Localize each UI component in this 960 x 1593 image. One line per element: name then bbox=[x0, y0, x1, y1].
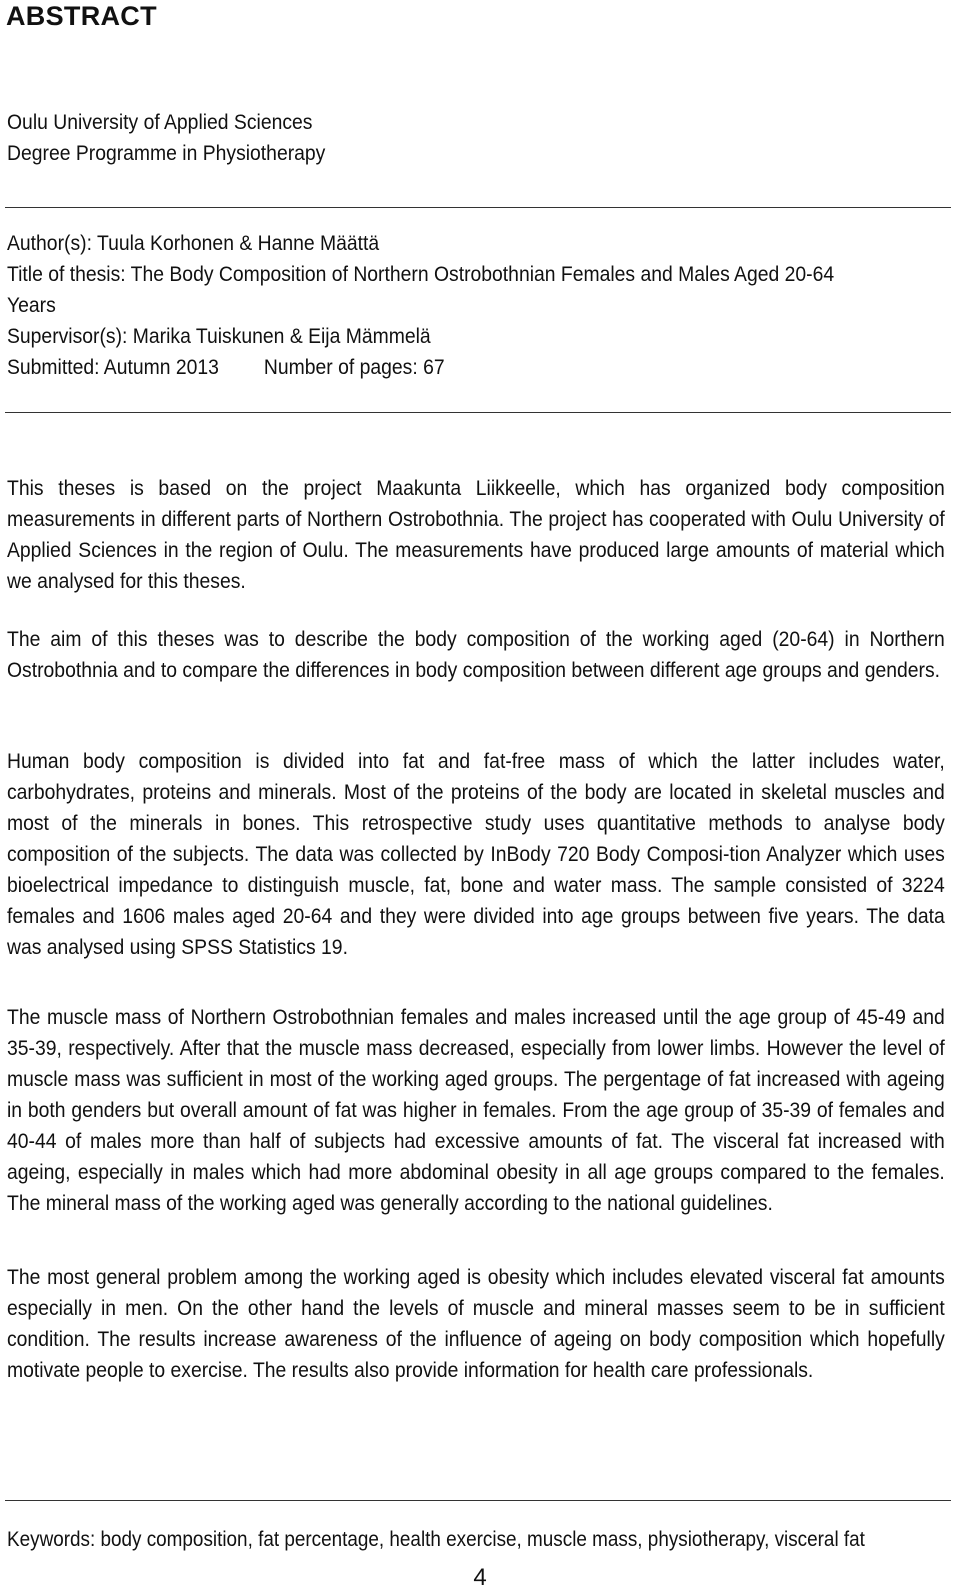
thesis-metadata bbox=[7, 228, 943, 383]
divider-bottom bbox=[5, 1500, 951, 1501]
abstract-heading: ABSTRACT bbox=[6, 1, 157, 31]
submission-row bbox=[7, 352, 943, 383]
abstract-paragraph-2 bbox=[7, 624, 945, 686]
page-number: 4 bbox=[473, 1564, 487, 1591]
paragraph-text: This theses is based on the project Maakunta Liikkeelle, which has organized body composition measurements in different parts of Northern Ostrobothnia. The project has cooperated with Oulu University of Applied Sciences in the region of Oulu. The measurements have produced large amounts of material which we analysed for this theses. bbox=[7, 476, 945, 593]
divider-top bbox=[5, 207, 951, 208]
paragraph-text: The aim of this theses was to describe the body composition of the working aged (20-64) in Northern Ostrobothnia and to compare the differences in body composition between different age groups and genders. bbox=[7, 627, 945, 682]
institution-block bbox=[7, 107, 367, 169]
degree-programme: Degree Programme in Physiotherapy bbox=[7, 141, 326, 165]
supervisors-line: Supervisor(s): Marika Tuiskunen & Eija Mämmelä bbox=[7, 324, 431, 348]
page-count-label: Number of pages: 67 bbox=[263, 355, 445, 379]
thesis-title-line-1: Title of thesis: The Body Composition of Northern Ostrobothnian Females and Males Aged 20-64 bbox=[7, 262, 835, 286]
university-name: Oulu University of Applied Sciences bbox=[7, 110, 313, 134]
paragraph-text: The muscle mass of Northern Ostrobothnian females and males increased until the age group of 45-49 and 35-39, respectively. After that the muscle mass decreased, especially from lower limbs. However the level of muscle mass was sufficient in most of the working aged groups. The pergentage of fat increased with ageing in both genders but overall amount of fat was higher in females. From the age group of 35-39 of females and 40-44 of males more than half of subjects had excessive amounts of fat. The visceral fat increased with ageing, especially in males which had more abdominal obesity in all age groups compared to the females. The mineral mass of the working aged was generally according to the national guidelines. bbox=[7, 1005, 945, 1215]
abstract-paragraph-1 bbox=[7, 473, 945, 597]
abstract-paragraph-3 bbox=[7, 746, 945, 963]
paragraph-text: Human body composition is divided into fat and fat-free mass of which the latter includes water, carbohydrates, proteins and minerals. Most of the proteins of the body are located in skeletal muscles and most of the minerals in bones. This retrospective study uses quantitative methods to analyse body composition of the subjects. The data was collected by InBody 720 Body Composi-tion Analyzer which uses bioelectrical impedance to distinguish muscle, fat, bone and water mass. The sample consisted of 3224 females and 1606 males aged 20-64 and they were divided into age groups between five years. The data was analysed using SPSS Statistics 19. bbox=[7, 749, 945, 959]
authors-line: Author(s): Tuula Korhonen & Hanne Määttä bbox=[7, 231, 380, 255]
divider-middle bbox=[5, 412, 951, 413]
submitted-label: Submitted: Autumn 2013 bbox=[7, 355, 219, 379]
abstract-paragraph-5 bbox=[7, 1262, 945, 1386]
abstract-paragraph-4 bbox=[7, 1002, 945, 1219]
thesis-title-line-2: Years bbox=[7, 293, 56, 317]
keywords-line: Keywords: body composition, fat percentage, health exercise, muscle mass, physiotherapy, visceral fat bbox=[7, 1528, 865, 1551]
paragraph-text: The most general problem among the working aged is obesity which includes elevated visceral fat amounts especially in men. On the other hand the levels of muscle and mineral masses seem to be in sufficient condition. The results increase awareness of the influence of ageing on body composition which hopefully motivate people to exercise. The results also provide information for health care professionals. bbox=[7, 1265, 945, 1382]
